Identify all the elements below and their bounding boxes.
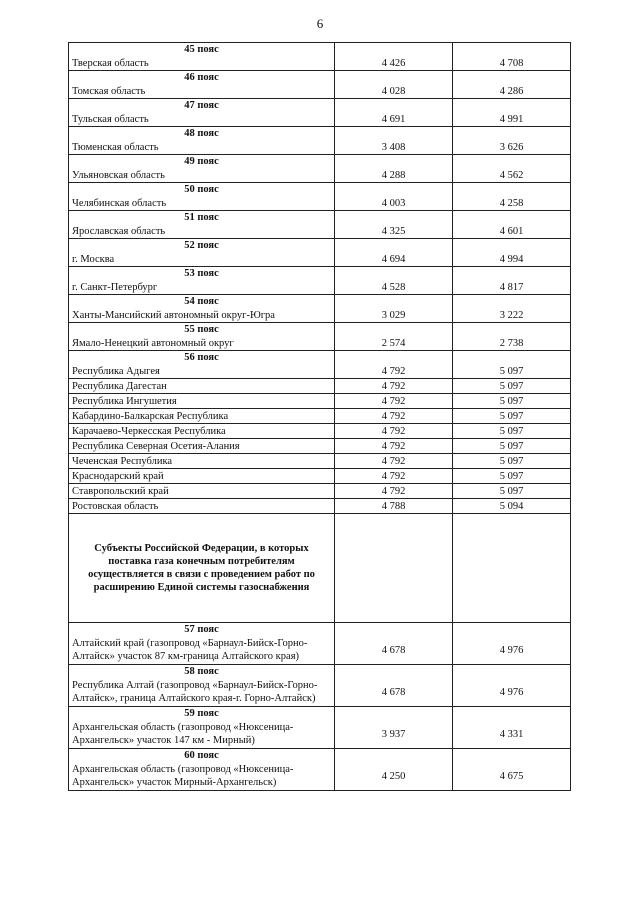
- price-value-1: 4 288: [335, 168, 453, 183]
- region-name: Архангельская область (газопровод «Нюксеница-Архангельск» участок 147 км - Мирный): [69, 720, 335, 749]
- table-row: [69, 336, 571, 351]
- zone-label: 58 пояс: [69, 665, 335, 679]
- empty-cell: [453, 211, 571, 225]
- table-row: [69, 280, 571, 295]
- table-body-top: [69, 43, 571, 514]
- zone-label: 47 пояс: [69, 99, 335, 113]
- empty-cell: [335, 623, 453, 637]
- table-row: [69, 424, 571, 439]
- price-value-2: 2 738: [453, 336, 571, 351]
- table-row: [69, 469, 571, 484]
- price-value-2: 4 991: [453, 112, 571, 127]
- region-name: Ульяновская область: [69, 168, 335, 183]
- price-value-1: 4 792: [335, 439, 453, 454]
- region-name: Архангельская область (газопровод «Нюксеница-Архангельск» участок Мирный-Архангельск): [69, 762, 335, 791]
- region-name: г. Москва: [69, 252, 335, 267]
- region-name: Томская область: [69, 84, 335, 99]
- empty-cell: [453, 71, 571, 85]
- region-name: Республика Ингушетия: [69, 394, 335, 409]
- region-name: Кабардино-Балкарская Республика: [69, 409, 335, 424]
- empty-cell: [453, 351, 571, 365]
- table-row: [69, 364, 571, 379]
- table-row: [69, 409, 571, 424]
- region-name: Республика Алтай (газопровод «Барнаул-Бийск-Горно-Алтайск», граница Алтайского края-г. Горно-Алтайск): [69, 678, 335, 707]
- region-name: Чеченская Республика: [69, 454, 335, 469]
- price-value-1: 4 792: [335, 394, 453, 409]
- zone-header-row: [69, 239, 571, 253]
- gas-price-table: [68, 42, 571, 791]
- zone-header-row: [69, 71, 571, 85]
- region-name: Республика Адыгея: [69, 364, 335, 379]
- price-value-1: 4 528: [335, 280, 453, 295]
- price-value-2: 3 222: [453, 308, 571, 323]
- empty-cell: [335, 211, 453, 225]
- region-name: г. Санкт-Петербург: [69, 280, 335, 295]
- region-name: Краснодарский край: [69, 469, 335, 484]
- zone-label: 46 пояс: [69, 71, 335, 85]
- price-value-2: 4 976: [453, 636, 571, 665]
- region-name: Ярославская область: [69, 224, 335, 239]
- region-name: Алтайский край (газопровод «Барнаул-Бийск-Горно-Алтайск» участок 87 км-граница Алтайского края): [69, 636, 335, 665]
- table-row: [69, 168, 571, 183]
- zone-header-row: [69, 323, 571, 337]
- zone-header-row: [69, 351, 571, 365]
- price-value-1: 4 792: [335, 409, 453, 424]
- zone-header-row: [69, 155, 571, 169]
- empty-cell: [335, 43, 453, 57]
- table-row: [69, 379, 571, 394]
- zone-label: 57 пояс: [69, 623, 335, 637]
- price-value-2: 4 708: [453, 56, 571, 71]
- empty-cell: [453, 295, 571, 309]
- table-row: [69, 56, 571, 71]
- zone-label: 52 пояс: [69, 239, 335, 253]
- empty-cell: [453, 623, 571, 637]
- price-value-2: 4 258: [453, 196, 571, 211]
- table-row: [69, 252, 571, 267]
- table-row: [69, 439, 571, 454]
- region-name: Тульская область: [69, 112, 335, 127]
- price-value-1: 4 678: [335, 678, 453, 707]
- zone-label: 60 пояс: [69, 749, 335, 763]
- price-value-2: 4 994: [453, 252, 571, 267]
- zone-header-row: [69, 295, 571, 309]
- zone-header-row: [69, 623, 571, 637]
- price-value-1: 4 792: [335, 364, 453, 379]
- zone-header-row: [69, 267, 571, 281]
- price-value-2: 3 626: [453, 140, 571, 155]
- zone-label: 49 пояс: [69, 155, 335, 169]
- empty-cell: [335, 295, 453, 309]
- region-name: Тверская область: [69, 56, 335, 71]
- price-value-2: 5 097: [453, 454, 571, 469]
- price-value-1: 4 325: [335, 224, 453, 239]
- table-row: [69, 762, 571, 791]
- table-row: [69, 636, 571, 665]
- empty-cell: [453, 749, 571, 763]
- table-row: [69, 224, 571, 239]
- price-value-1: 4 792: [335, 424, 453, 439]
- price-value-2: 4 601: [453, 224, 571, 239]
- zone-label: 50 пояс: [69, 183, 335, 197]
- zone-header-row: [69, 183, 571, 197]
- price-value-2: 4 675: [453, 762, 571, 791]
- price-value-1: 4 694: [335, 252, 453, 267]
- table-row: [69, 308, 571, 323]
- price-value-1: 4 792: [335, 484, 453, 499]
- zone-label: 48 пояс: [69, 127, 335, 141]
- zone-header-row: [69, 211, 571, 225]
- price-value-2: 5 097: [453, 409, 571, 424]
- empty-cell: [453, 99, 571, 113]
- price-value-1: 4 028: [335, 84, 453, 99]
- price-value-1: 4 426: [335, 56, 453, 71]
- price-value-1: 3 029: [335, 308, 453, 323]
- price-value-2: 5 097: [453, 484, 571, 499]
- price-value-2: 5 097: [453, 394, 571, 409]
- empty-cell: [335, 127, 453, 141]
- table-body-bottom: [69, 623, 571, 791]
- price-value-2: 4 562: [453, 168, 571, 183]
- zone-label: 45 пояс: [69, 43, 335, 57]
- region-name: Челябинская область: [69, 196, 335, 211]
- price-value-2: 4 331: [453, 720, 571, 749]
- empty-cell: [453, 183, 571, 197]
- region-name: Ханты-Мансийский автономный округ-Югра: [69, 308, 335, 323]
- price-value-1: 2 574: [335, 336, 453, 351]
- table-row: [69, 394, 571, 409]
- empty-cell: [453, 155, 571, 169]
- empty-cell: [335, 239, 453, 253]
- table-row: [69, 140, 571, 155]
- price-value-1: 4 792: [335, 454, 453, 469]
- region-name: Ямало-Ненецкий автономный округ: [69, 336, 335, 351]
- zone-label: 55 пояс: [69, 323, 335, 337]
- price-value-2: 4 976: [453, 678, 571, 707]
- zone-header-row: [69, 665, 571, 679]
- price-value-2: 5 097: [453, 364, 571, 379]
- zone-header-row: [69, 127, 571, 141]
- empty-cell: [453, 707, 571, 721]
- empty-cell: [335, 707, 453, 721]
- empty-cell: [335, 183, 453, 197]
- empty-cell: [335, 99, 453, 113]
- price-value-2: 4 286: [453, 84, 571, 99]
- empty-cell: [335, 323, 453, 337]
- empty-cell: [453, 514, 571, 623]
- price-value-2: 4 817: [453, 280, 571, 295]
- empty-cell: [453, 267, 571, 281]
- price-value-2: 5 094: [453, 499, 571, 514]
- table-row: [69, 454, 571, 469]
- price-value-2: 5 097: [453, 424, 571, 439]
- price-value-1: 4 250: [335, 762, 453, 791]
- price-value-2: 5 097: [453, 439, 571, 454]
- region-name: Тюменская область: [69, 140, 335, 155]
- price-value-1: 4 788: [335, 499, 453, 514]
- price-value-1: 4 678: [335, 636, 453, 665]
- zone-header-row: [69, 99, 571, 113]
- region-name: Республика Дагестан: [69, 379, 335, 394]
- empty-cell: [453, 665, 571, 679]
- zone-label: 51 пояс: [69, 211, 335, 225]
- empty-cell: [335, 267, 453, 281]
- empty-cell: [335, 155, 453, 169]
- zone-header-row: [69, 749, 571, 763]
- empty-cell: [453, 239, 571, 253]
- zone-label: 56 пояс: [69, 351, 335, 365]
- price-value-1: 3 937: [335, 720, 453, 749]
- table-row: [69, 499, 571, 514]
- table-row: [69, 112, 571, 127]
- price-value-1: 4 691: [335, 112, 453, 127]
- empty-cell: [335, 351, 453, 365]
- price-value-1: 4 003: [335, 196, 453, 211]
- page-number: 6: [316, 16, 324, 31]
- table-row: [69, 678, 571, 707]
- table-row: [69, 84, 571, 99]
- empty-cell: [453, 323, 571, 337]
- empty-cell: [453, 43, 571, 57]
- price-value-2: 5 097: [453, 379, 571, 394]
- zone-header-row: [69, 707, 571, 721]
- zone-label: 59 пояс: [69, 707, 335, 721]
- empty-cell: [335, 749, 453, 763]
- empty-cell: [335, 514, 453, 623]
- subheading-block: [69, 514, 571, 623]
- price-value-1: 3 408: [335, 140, 453, 155]
- region-name: Ростовская область: [69, 499, 335, 514]
- empty-cell: [335, 71, 453, 85]
- empty-cell: [453, 127, 571, 141]
- table-row: [69, 720, 571, 749]
- zone-label: 54 пояс: [69, 295, 335, 309]
- region-name: Ставропольский край: [69, 484, 335, 499]
- price-value-1: 4 792: [335, 379, 453, 394]
- table-row: [69, 484, 571, 499]
- price-value-1: 4 792: [335, 469, 453, 484]
- zone-header-row: [69, 43, 571, 57]
- subheading-text: Субъекты Российской Федерации, в которых поставка газа конечным потребителям осуществляется в связи с проведением работ по расширению Единой системы газоснабжения: [69, 514, 335, 623]
- zone-label: 53 пояс: [69, 267, 335, 281]
- region-name: Республика Северная Осетия-Алания: [69, 439, 335, 454]
- empty-cell: [335, 665, 453, 679]
- price-value-2: 5 097: [453, 469, 571, 484]
- region-name: Карачаево-Черкесская Республика: [69, 424, 335, 439]
- table-row: [69, 196, 571, 211]
